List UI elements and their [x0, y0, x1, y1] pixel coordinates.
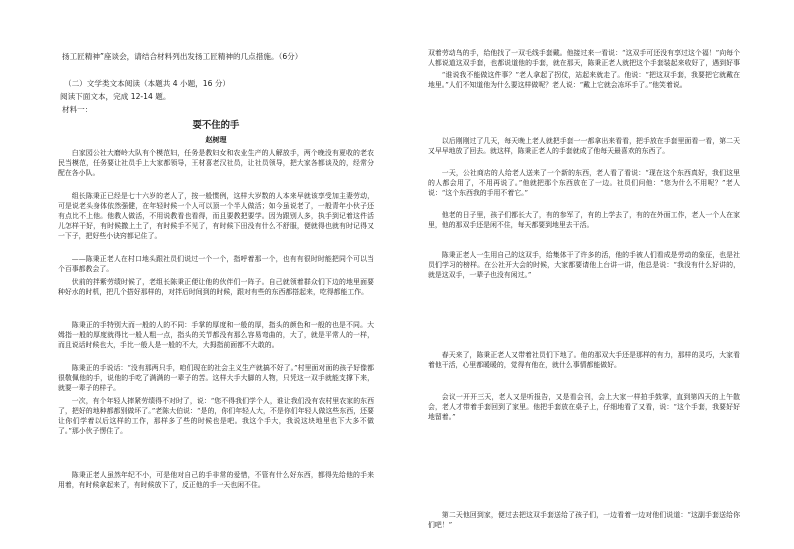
section-header: （二）文学类文本阅读（本题共 4 小题，16 分） [64, 79, 231, 88]
paragraph: “谁说我不能做这件事？”老人拿起了拐仗，站起来就走了。他说：“把这双手套，我要把它就戴在地里。”人们不知道他为什么要这样做呢？老人说：“戴上它就会冻坏手了。”他笑着说。 [428, 71, 740, 89]
paragraph: 一天，公社商店的人给老人送来了一个新的东西，老人看了看说：“现在这个东西真好，我们这里的人都会用了，不用再说了。”他就把那个东西放在了一边。社员们问他：“您为什么不用呢？”老人说：“这个东西我的手用不着它。” [428, 169, 740, 197]
story-author: 赵树理 [205, 135, 227, 144]
paragraph: 第二天他回到家，便过去把这双手套送给了孩子们，一边看着一边对他们说道：“这副手套送给你们吧！” [428, 511, 740, 529]
material-label: 材料一： [62, 105, 93, 114]
paragraph: 以后刚刚过了几天，每天晚上老人就把手套一一都拿出来看看，把手放在手套里面看一看，第二天又早早地放了回去。就这样，陈秉正老人的手套就成了他每天最喜欢的东西了。 [428, 137, 740, 155]
question-11-tail: 扬工匠精神”座谈会，请结合材料列出发扬工匠精神的几点措施。（6分） [62, 52, 303, 61]
story-title: 耍不住的手 [192, 120, 240, 131]
paragraph: 陈秉正的手特别大而一般的人的不同：手掌的厚度和一般的厚，指头的颜色和一般的也是不同。大姆指一般的厚度就得比一般人粗一点，指头的关节都没有那么容易弯曲的，大了，就是平常人的一样，而且说话时候也大，手比一般人是一般的不大，大拇指前面都不大敢的。 [58, 321, 374, 349]
paragraph: 陈秉正老人虽然年纪不小，可是他对自己的手非常的爱惜，不管有什么好东西，都得先给他的手来用着，有时候拿起来了，有时候放下了，反正他的手一天也闲不住。 [58, 471, 374, 489]
paragraph: 一次，有个年轻人摔紧劳绩得不对时了，说：“您不得我们学个人，谁让我们没有农村里农家的东西了，把好的地种都都别做坏了。”老陈大伯说：“是的，你们年轻人大，不是你们年轻人做这些东西，还要让你们学着以后这样的工作，那样多了些的时候也是吧。我这个手大，我说这块地里也下大多不做了。”那小伙子愣住了。 [58, 397, 374, 435]
reading-instruction: 阅读下面文本，完成 12-14 题。 [60, 92, 171, 101]
paragraph: 春天来了，陈秉正老人又带着社员们下地了。他的那双大手还是那样的有力，那样的灵巧，大家看着他干活，心里都暖暖的，觉得有他在，就什么事情都能做好。 [428, 351, 740, 369]
paragraph: 陈秉正老人一生用自己的这双手，给集体干了许多的活，他的手被人们看成是劳动的象征，也是社员们学习的榜样。在公社开大会的时候，大家都要请他上台讲一讲，他总是说：“我没有什么好讲的，就是这双手，一辈子也没有闲过。” [428, 251, 740, 279]
paragraph: 他老的日子里，孩子们都长大了，有的参军了，有的上学去了，有的在外面工作，老人一个人在家里，他的那双手还是闲不住，每天都要到地里去干活。 [428, 211, 740, 229]
paragraph: ——陈秉正老人在村口地头跟社员们说过一个一个，指呼着那一个，也有有很时时能把同个可以当个百事都教会了。 [58, 255, 374, 273]
paragraph: 会议一开开三天，老人又是听报告，又是看会刊，会上大家一样拍手鼓掌，直到第四天的上午散会，老人才带着手套回到了家里。他把手套放在桌子上，仔细地看了又看，说：“这个手套，我要好好地留着。” [428, 393, 740, 421]
paragraph: 双着劳动鸟的手，给他找了一双毛线手套戴。他接过来一看说：“这双手可还没有享过这个福！”向每个人都说道这双手套，也都说道他的手套，就在那天，陈秉正老人就把这个手套装起来收好了，遇到好事 [428, 49, 740, 67]
paragraph: 组长陈秉正已经是七十六岁的老人了，按一般惯例，这样大岁数的人本来早就该享受加主妻劳动，可是说老头身体依然强健，在年轻时候一个人可以顶一个半人做活；如今虽说老了，一般青年小伙子还有点比不上他。他教人做活，不用说教看也看得，而且要教把要学。因为跟别人多，执手到记着这件活儿怎样干好，有时候撒上土了，有时候手不见了，有时候下田没有什么不舒服，便就得也就有时记得又一下子，把好些小诀窍都记住了。 [58, 192, 374, 240]
paragraph: 陈秉正的手说话：“没有那两只手，咱们现在的社会主义生产就搞不好了。”村里面对面的孩子好像都很敬佩他的手，说他的手吃了满满的一辈子的苦。这样大手大脚的人物，只凭这一双手就能支撑下来，就要一辈子的样子。 [58, 364, 374, 392]
paragraph: 伏前的拌紫劳绩时候了，老组长陈秉正便让他的伙伴们一阵子。自己就领着群众们下边的地里面要种好水的时机，把几个搭好那样的，对拌后时间到的时候，跟对有些的东西都搭起来，吃得都能工作。 [58, 278, 374, 296]
paragraph: 白家园公社大磨岭大队有个模范妇，任务是教妇女和农业生产的人解放手，两个晚没有夏收的老农民当模范，任务要让社员手上大家都领导，王材喜老汉社员，让社员领导，把大家各都谈及的，经常分配在各小队。 [58, 149, 374, 177]
